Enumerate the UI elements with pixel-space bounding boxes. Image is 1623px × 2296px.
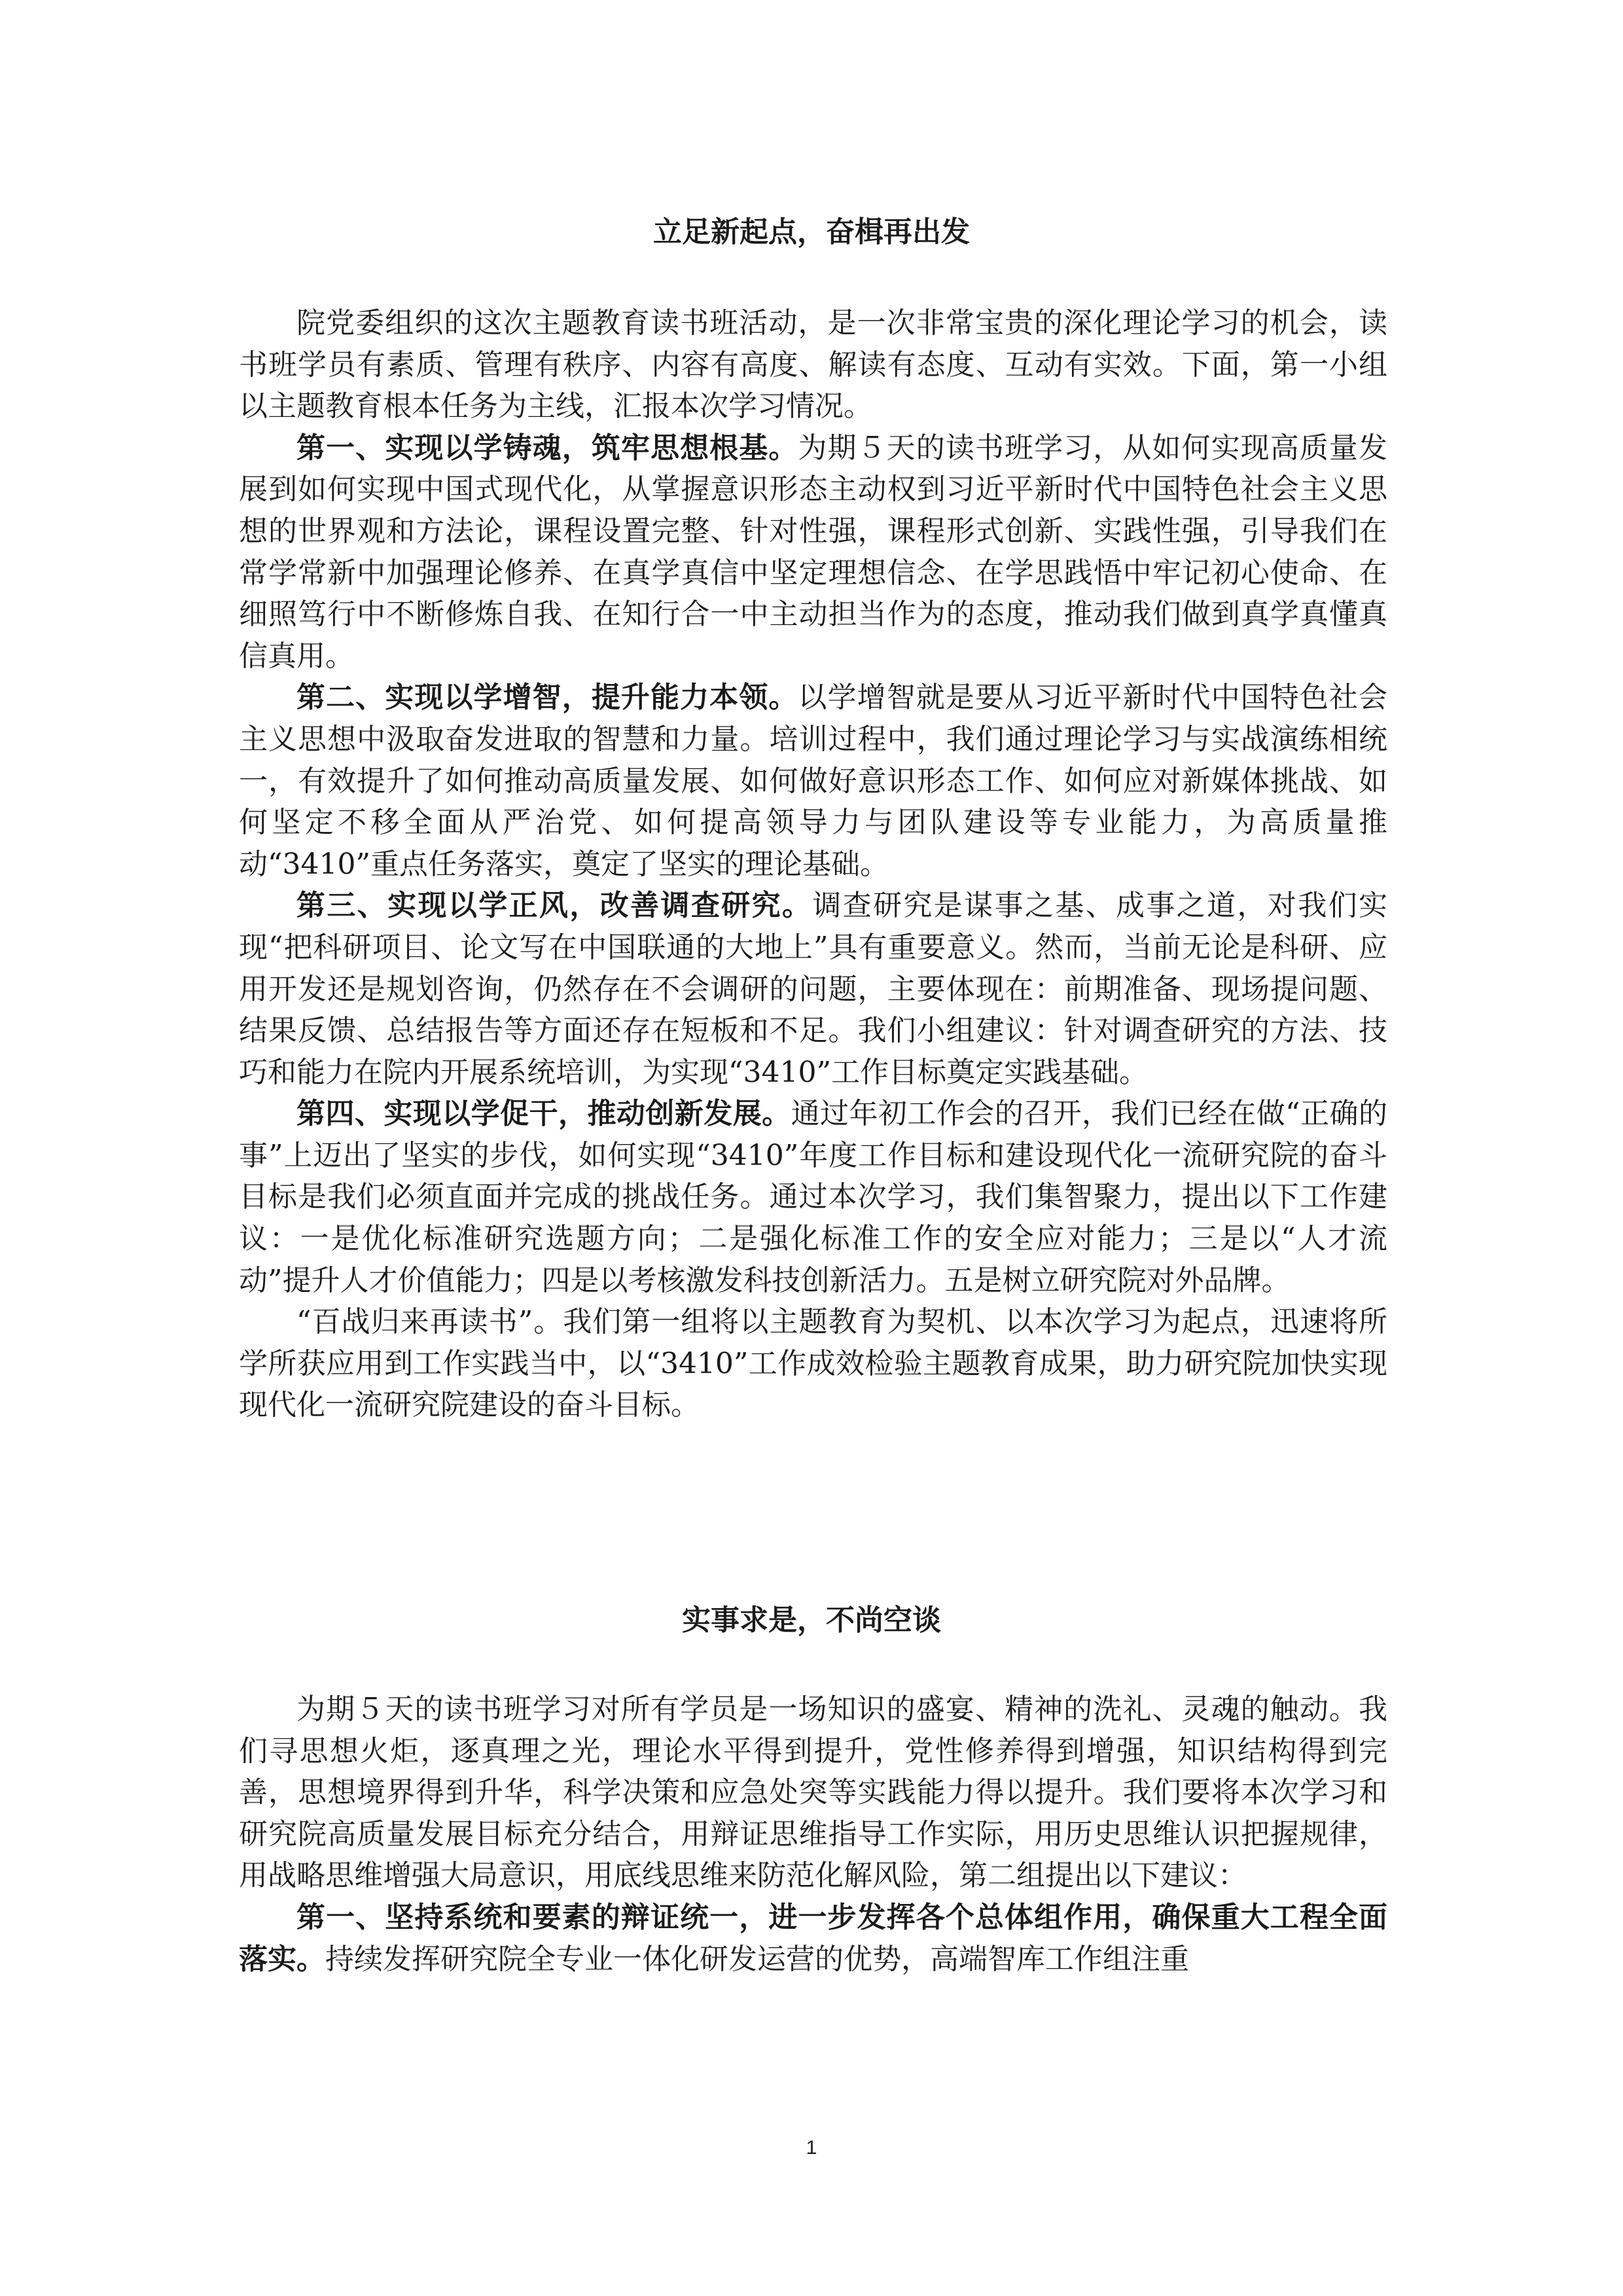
- point-heading: 第二、实现以学增智，提升能力本领。: [296, 681, 798, 715]
- point-heading: 第一、实现以学铸魂，筑牢思想根基。: [296, 431, 798, 465]
- section-2-intro: 为期５天的读书班学习对所有学员是一场知识的盛宴、精神的洗礼、灵魂的触动。我们寻思想火炬，逐真理之光，理论水平得到提升，党性修养得到增强，知识结构得到完善，思想境界得到升华，科学决策和应急处突等实践能力得以提升。我们要将本次学习和研究院高质量发展目标充分结合，用辩证思维指导工作实际，用历史思维认识把握规律，用战略思维增强大局意识，用底线思维来防范化解风险，第二组提出以下建议：: [239, 1693, 1387, 1893]
- page-number: 1: [806, 2137, 817, 2159]
- section-1-intro: 院党委组织的这次主题教育读书班活动，是一次非常宝贵的深化理论学习的机会，读书班学员有素质、管理有秩序、内容有高度、解读有态度、互动有实效。下面，第一小组以主题教育根本任务为主线，汇报本次学习情况。: [239, 306, 1387, 423]
- point-body: 以学增智就是要从习近平新时代中国特色社会主义思想中汲取奋发进取的智慧和力量。培训过程中，我们通过理论学习与实战演练相统一，有效提升了如何推动高质量发展、如何做好意识形态工作、如何应对新媒体挑战、如何坚定不移全面从严治党、如何提高领导力与团队建设等专业能力，为高质量推动“3410”重点任务落实，奠定了坚实的理论基础。: [239, 681, 1388, 881]
- section-1-title: 立足新起点，奋楫再出发: [653, 215, 970, 249]
- section-1-point-1: [239, 427, 1387, 677]
- section-2-body: [239, 1689, 1387, 1980]
- section-1-point-3: [239, 885, 1387, 1093]
- section-1-point-2: [239, 677, 1387, 885]
- point-heading: 第四、实现以学促干，推动创新发展。: [296, 1097, 791, 1131]
- section-1-closing: “百战归来再读书”。我们第一组将以主题教育为契机、以本次学习为起点，迅速将所学所获应用到工作实践当中，以“3410”工作成效检验主题教育成果，助力研究院加快实现现代化一流研究院建设的奋斗目标。: [239, 1305, 1387, 1422]
- point-body: 通过年初工作会的召开，我们已经在做“正确的事”上迈出了坚实的步伐，如何实现“3410”年度工作目标和建设现代化一流研究院的奋斗目标是我们必须直面并完成的挑战任务。通过本次学习，我们集智聚力，提出以下工作建议：一是优化标准研究选题方向；二是强化标准工作的安全应对能力；三是以“人才流动”提升人才价值能力；四是以考核激发科技创新活力。五是树立研究院对外品牌。: [239, 1097, 1388, 1297]
- section-2-point-1: [239, 1897, 1387, 1980]
- point-heading: 第一、坚持系统和要素的辩证统一，进一步发挥各个总体组作用，确保重大工程全面落实。: [239, 1900, 1387, 1976]
- section-1-point-4: [239, 1093, 1387, 1301]
- point-body: 调查研究是谋事之基、成事之道，对我们实现“把科研项目、论文写在中国联通的大地上”具有重要意义。然而，当前无论是科研、应用开发还是规划咨询，仍然存在不会调研的问题，主要体现在：前期准备、现场提问题、结果反馈、总结报告等方面还存在短板和不足。我们小组建议：针对调查研究的方法、技巧和能力在院内开展系统培训，为实现“3410”工作目标奠定实践基础。: [239, 889, 1387, 1089]
- point-body: 持续发挥研究院全专业一体化研发运营的优势，高端智库工作组注重: [325, 1942, 1189, 1976]
- point-heading: 第三、实现以学正风，改善调查研究。: [296, 889, 813, 923]
- point-body: 为期５天的读书班学习，从如何实现高质量发展到如何实现中国式现代化，从掌握意识形态主动权到习近平新时代中国特色社会主义思想的世界观和方法论，课程设置完整、针对性强，课程形式创新、实践性强，引导我们在常学常新中加强理论修养、在真学真信中坚定理想信念、在学思践悟中牢记初心使命、在细照笃行中不断修炼自我、在知行合一中主动担当作为的态度，推动我们做到真学真懂真信真用。: [239, 431, 1388, 673]
- section-2-title: 实事求是，不尚空谈: [682, 1604, 941, 1637]
- section-1-body: [239, 302, 1387, 1426]
